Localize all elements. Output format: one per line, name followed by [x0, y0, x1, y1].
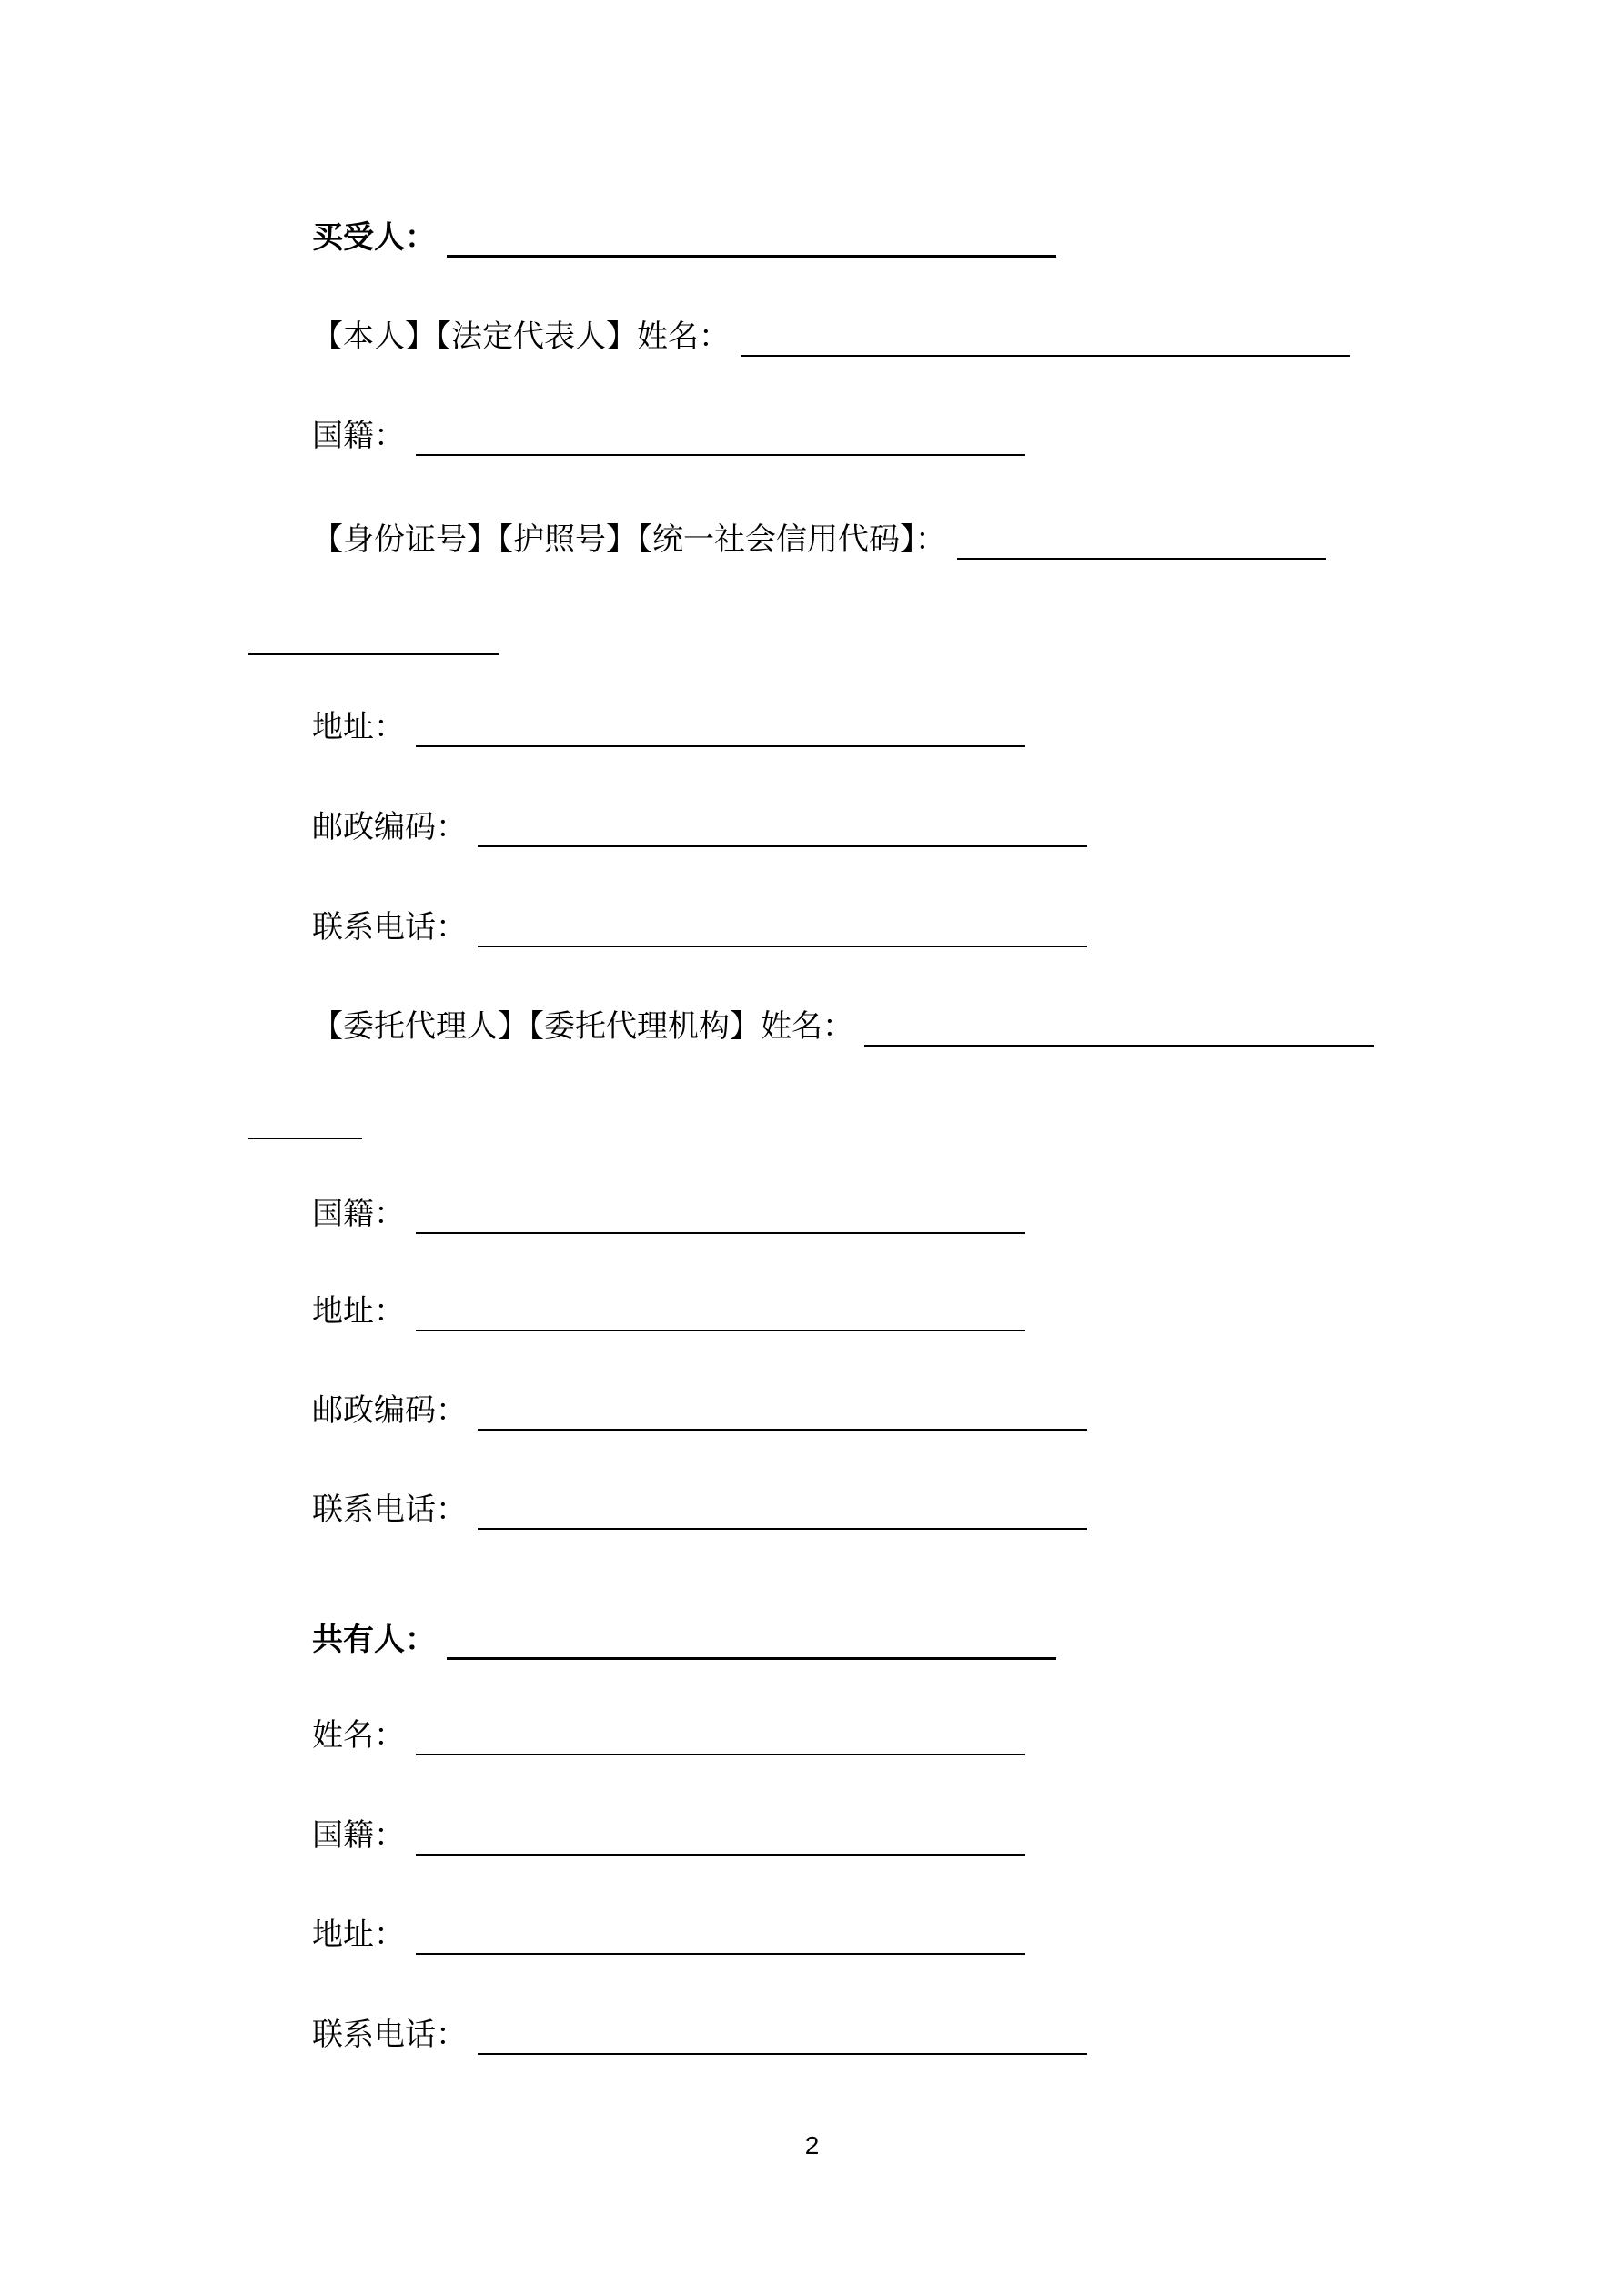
address-3-blank-line[interactable] [416, 1915, 1025, 1955]
phone-2-label: 联系电话： [312, 1492, 467, 1527]
form-line-address-3 [312, 1915, 1025, 1955]
page-number: 2 [804, 2131, 820, 2159]
phone-2-blank-line[interactable] [478, 1490, 1087, 1530]
id-number-label: 【身份证号】【护照号】【统一社会信用代码】： [312, 522, 946, 557]
co-owner-label: 共有人： [312, 1623, 436, 1657]
address-1-blank-line[interactable] [416, 707, 1025, 747]
nationality-1-label: 国籍： [312, 419, 405, 453]
address-2-blank-line[interactable] [416, 1291, 1025, 1331]
phone-1-blank-line[interactable] [478, 907, 1087, 947]
nationality-2-blank-line[interactable] [416, 1194, 1025, 1234]
buyer-label: 买受人： [312, 220, 436, 255]
principal-name-blank-line[interactable] [741, 317, 1350, 357]
nationality-3-label: 国籍： [312, 1818, 405, 1853]
nationality-3-blank-line[interactable] [416, 1816, 1025, 1856]
phone-3-label: 联系电话： [312, 2018, 467, 2052]
form-line-id-number [312, 520, 1326, 560]
postal-code-2-blank-line[interactable] [478, 1391, 1087, 1431]
form-line-address-1 [312, 707, 1025, 747]
agent-name-blank-line-2[interactable] [248, 1099, 362, 1139]
postal-code-1-label: 邮政编码： [312, 810, 467, 845]
principal-name-label: 【本人】【法定代表人】姓名： [312, 319, 730, 354]
id-number-blank-line-2[interactable] [248, 615, 499, 655]
nationality-1-blank-line[interactable] [416, 416, 1025, 456]
agent-name-blank-line-1[interactable] [864, 1006, 1374, 1047]
form-line-id-number-continued [248, 615, 499, 655]
form-line-co-owner [312, 1619, 1056, 1660]
form-line-co-owner-name [312, 1715, 1025, 1755]
form-line-agent-name [312, 1006, 1374, 1047]
form-line-phone-1 [312, 907, 1087, 947]
buyer-blank-line[interactable] [447, 217, 1056, 258]
form-line-postal-code-2 [312, 1391, 1087, 1431]
address-1-label: 地址： [312, 710, 405, 744]
postal-code-1-blank-line[interactable] [478, 807, 1087, 847]
postal-code-2-label: 邮政编码： [312, 1393, 467, 1428]
form-line-nationality-3 [312, 1816, 1025, 1856]
co-owner-blank-line[interactable] [447, 1619, 1056, 1660]
co-owner-name-blank-line[interactable] [416, 1715, 1025, 1755]
co-owner-name-label: 姓名： [312, 1718, 405, 1753]
form-line-principal-name [312, 317, 1350, 357]
nationality-2-label: 国籍： [312, 1197, 405, 1231]
id-number-blank-line-1[interactable] [957, 520, 1326, 560]
address-2-label: 地址： [312, 1294, 405, 1329]
address-3-label: 地址： [312, 1917, 405, 1952]
form-line-phone-2 [312, 1490, 1087, 1530]
form-line-agent-name-continued [248, 1099, 362, 1139]
agent-name-label: 【委托代理人】【委托代理机构】姓名： [312, 1009, 853, 1044]
form-line-nationality-1 [312, 416, 1025, 456]
form-line-nationality-2 [312, 1194, 1025, 1234]
phone-3-blank-line[interactable] [478, 2015, 1087, 2055]
form-line-postal-code-1 [312, 807, 1087, 847]
form-line-buyer [312, 217, 1056, 258]
form-line-phone-3 [312, 2015, 1087, 2055]
form-line-address-2 [312, 1291, 1025, 1331]
phone-1-label: 联系电话： [312, 910, 467, 945]
